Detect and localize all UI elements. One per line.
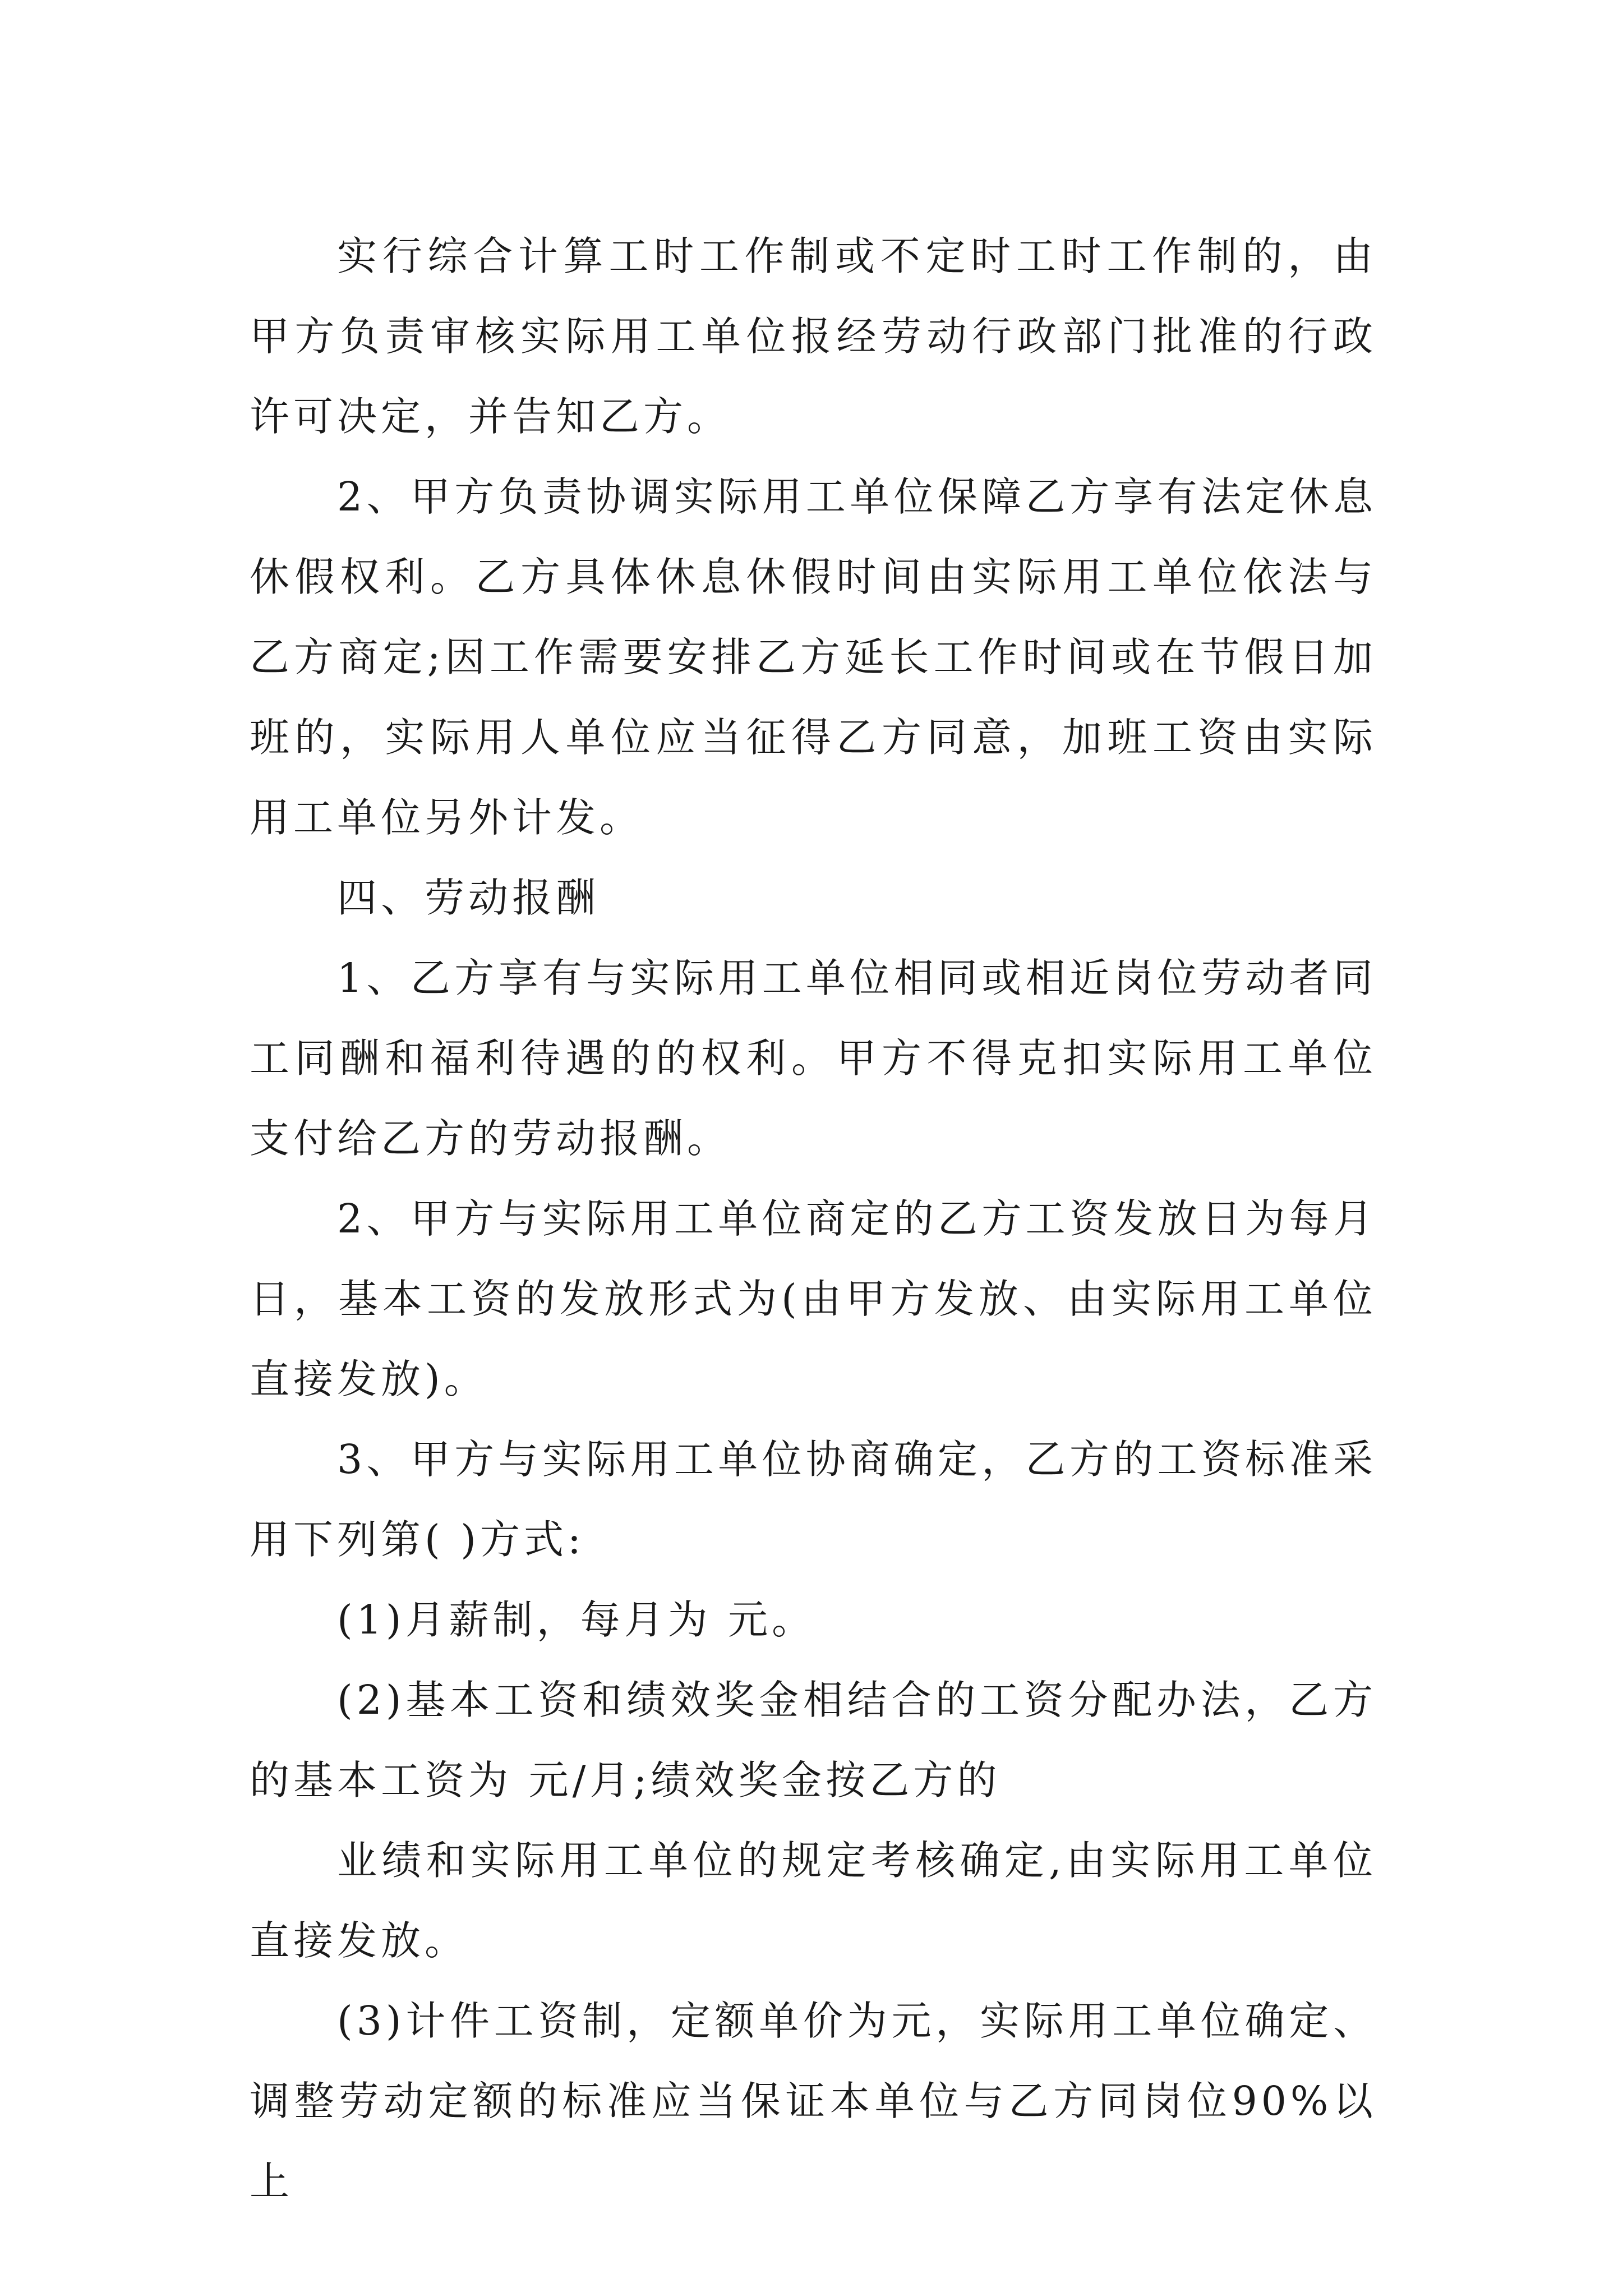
paragraph-pay-day: 2、甲方与实际用工单位商定的乙方工资发放日为每月日，基本工资的发放形式为(由甲方发放、由实际用工单位直接发放)。: [250, 1195, 1377, 1402]
paragraph-rest-and-leave: 2、甲方负责协调实际用工单位保障乙方享有法定休息休假权利。乙方具体休息休假时间由实际用工单位依法与乙方商定;因工作需要安排乙方延长工作时间或在节假日加班的，实际用人单位应当征得乙方同意，加班工资由实际用工单位另外计发。: [250, 473, 1377, 841]
paragraph-wage-standard: 3、甲方与实际用工单位协商确定，乙方的工资标准采用下列第( )方式:: [250, 1436, 1377, 1563]
paragraph-working-hours-system: 实行综合计算工时工作制或不定时工时工作制的，由甲方负责审核实际用工单位报经劳动行政部门批准的行政许可决定，并告知乙方。: [250, 233, 1377, 440]
section-heading-remuneration: 四、劳动报酬: [337, 875, 600, 921]
paragraph-base-plus-bonus: (2)基本工资和绩效奖金相结合的工资分配办法，乙方的基本工资为 元/月;绩效奖金按乙方的: [250, 1677, 1377, 1803]
paragraph-performance-assessment: 业绩和实际用工单位的规定考核确定,由实际用工单位直接发放。: [250, 1837, 1377, 1964]
document-body: [250, 216, 1377, 2221]
paragraph-piece-rate: (3)计件工资制，定额单价为元，实际用工单位确定、调整劳动定额的标准应当保证本单位与乙方同岗位90%以上: [250, 1998, 1377, 2205]
paragraph-equal-pay: 1、乙方享有与实际用工单位相同或相近岗位劳动者同工同酬和福利待遇的的权利。甲方不得克扣实际用工单位支付给乙方的劳动报酬。: [250, 955, 1377, 1162]
paragraph-monthly-salary: (1)月薪制，每月为 元。: [337, 1596, 816, 1643]
